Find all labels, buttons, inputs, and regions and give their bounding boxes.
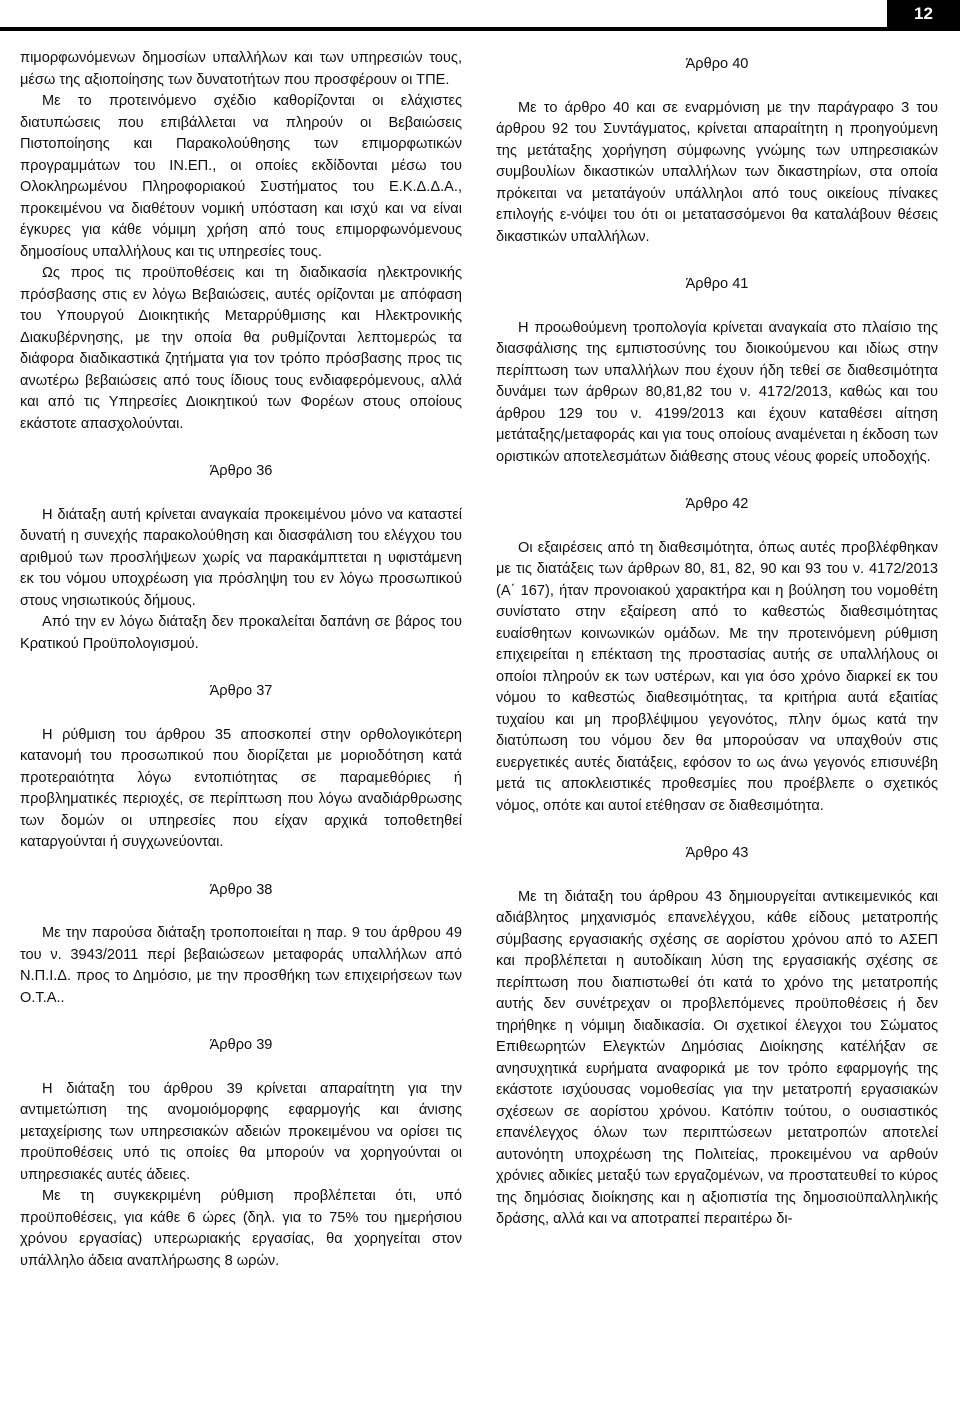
paragraph: Με τη συγκεκριμένη ρύθμιση προβλέπεται ότι, υπό προϋποθέσεις, για κάθε 6 ώρες (δηλ. για το 75% του ημερήσιου χρόνου εργασίας) υπερωριακής εργασίας, θα χορηγείται στον υπάλληλο άδεια αναπλήρωσης 8 ωρών. [20,1188,462,1269]
article-heading: Άρθρο 41 [685,276,749,292]
paragraph: Ως προς τις προϋποθέσεις και τη διαδικασία ηλεκτρονικής πρόσβασης στις εν λόγω Βεβαιώσεις, αυτές ορίζονται με απόφαση του Υπουργού Διοικητικής Μεταρρύθμισης και Ηλεκτρονικής Διακυβέρνησης, με την οποία θα ρυθμίζονται λεπτομερώς τα διάφορα διαδικαστικά ζητήματα για τον τρόπο πρόσβασης προς τις ανωτέρω βεβαιώσεις από τους ίδιους τους ενδιαφερόμενους, αλλά και από τις Υπηρεσίες Διοικητικού των Φορέων στους οποίους εκάστοτε απασχολούνται. [20,265,462,432]
right-column [496,48,938,1231]
paragraph: Η διάταξη του άρθρου 39 κρίνεται απαραίτητη για την αντιμετώπιση της ανομοιόμορφης εφαρμογής και άνισης μεταχείρισης των υπηρεσιακών αδειών προκειμένου να ορίσει τις προϋποθέσεις υπό τις οποίες θα μπορούν να χορηγούνται οι υπηρεσιακές αυτές άδειες. [20,1080,462,1183]
article-heading: Άρθρο 38 [209,881,273,898]
paragraph: Η ρύθμιση του άρθρου 35 αποσκοπεί στην ορθολογικότερη κατανομή του προσωπικού που διορίζεται με μοριοδότηση κατά προτεραιότητα λόγω εντοπιότητας σε παραμεθόριες ή προβληματικές περιοχές, σε περίπτωση που λόγω αναδιάρθρωσης των δομών οι υπηρεσίες που είχαν αρχικά τοποθετηθεί καταργούνται ή συγχωνεύονται. [20,726,462,850]
paragraph: Με το προτεινόμενο σχέδιο καθορίζονται οι ελάχιστες διατυπώσεις που επιβάλλεται να πληρούν οι Βεβαιώσεις Πιστοποίησης και Παρακολούθησης των επιμορφωτικών προγραμμάτων του ΙΝ.ΕΠ., οι οποίες εκδίδονται μέσω του Ολοκληρωμένου Πληροφοριακού Συστήματος του Ε.Κ.Δ.Δ.Α., προκειμένου να διαθέτουν νομική υπόσταση και ισχύ και να είναι έγκυρες για κάθε νόμιμη χρήση από τους επιμορφωνόμενους δημοσίους υπαλλήλους και τις υπηρεσίες τους. [20,93,462,260]
article-heading: Άρθρο 43 [685,845,749,861]
article-heading: Άρθρο 36 [209,463,273,479]
header-rule [0,27,960,31]
paragraph: Οι εξαιρέσεις από τη διαθεσιμότητα, όπως αυτές προβλέφθηκαν με τις διατάξεις των άρθρων 80, 81, 82, 90 και 93 του ν. 4172/2013 (Α΄ 167), ήταν προνοιακού χαρακτήρα και η βούληση του νομοθέτη συνίστατο στην εξαίρεση από το καθεστώς διαθεσιμότητας ευαίσθητων κοινωνικών ομάδων. Με την προτεινόμενη ρύθμιση επιχειρείται η επέκταση της προστασίας αυτής σε υπαλλήλους οι οποίοι πληρούν εκ των υστέρων, και για όσο χρόνο διαρκεί εκ του νόμου το καθεστώς διαθεσιμότητας, τα κριτήρια αυτά εξαιτίας τυχαίου και μη προβλέψιμου γεγονότος, πλην όμως κατά την διατύπωση του νόμου δεν θα μπορούσαν να υπαχθούν στις ευεργετικές αυτές διατάξεις, εφόσον το ως άνω γεγονός επισυνέβη μετά τις αποκλειστικές προθεσμίες που προέβλεπε ο σχετικός νόμος, οπότε και αυτοί ετέθησαν σε διαθεσιμότητα. [496,539,938,814]
paragraph: Με την παρούσα διάταξη τροποποιείται η παρ. 9 του άρθρου 49 του ν. 3943/2011 περί βεβαιώσεων μεταφοράς υπαλλήλων από Ν.Π.Ι.Δ. προς το Δημόσιο, με την προσθήκη των επιχειρήσεων των Ο.Τ.Α.. [20,925,462,1006]
article-heading: Άρθρο 40 [685,56,749,72]
article-heading: Άρθρο 39 [209,1037,273,1053]
article-heading: Άρθρο 37 [209,683,273,699]
paragraph: Η διάταξη αυτή κρίνεται αναγκαία προκειμένου μόνο να καταστεί δυνατή η συνεχής παρακολούθηση και διασφάλιση του ελέγχου του αριθμού των προσλήψεων χωρίς να παρακάμπτεται η υφιστάμενη εκ του νόμου υποχρέωση για πρόσληψη του εν λόγω προσωπικού στους νησιωτικούς δήμους. [20,506,462,609]
left-column [20,48,462,1272]
paragraph: Με το άρθρο 40 και σε εναρμόνιση με την παράγραφο 3 του άρθρου 92 του Συντάγματος, κρίνεται απαραίτητη η προηγούμενη της μετάταξης χορήγηση σύμφωνης γνώμης των υπηρεσιακών συμβουλίων δικαστικών υπαλλήλων των δικαστηρίων, στα οποία πρόκειται να μετατάγούν υπάλληλοι από τους οικείους πίνακες επιλογής ε-νόψει του ότι οι μετατασσόμενοι θα καταλάβουν θέσεις δικαστικών υπαλλήλων. [496,99,938,245]
article-heading: Άρθρο 42 [685,496,749,512]
paragraph: Με τη διάταξη του άρθρου 43 δημιουργείται αντικειμενικός και αδιάβλητος μηχανισμός επανελέγχου, κάθε είδους μετατροπής σύμβασης εργασιακής σχέσης σε αορίστου χρόνου από το ΑΣΕΠ και προβλέπεται η αυτοδίκαιη λύση της εργασιακής σχέσης σε περίπτωση που διαπιστωθεί ότι κατά το χρόνο της μετατροπής αυτής δεν συνέτρεχαν οι προβλεπόμενες προϋποθέσεις ή δεν τηρήθηκε η νόμιμη διαδικασία. Οι σχετικοί έλεγχοι του Σώματος Επιθεωρητών Ελεγκτών Δημόσιας Διοίκησης κατέλήξαν σε ανησυχητικά ευρήματα αναφορικά με τον τρόπο εφαρμογής της εκάστοτε ισχύουσας νομοθεσίας για την μετατροπή εργασιακών σχέσεων σε αορίστου χρόνου. Κατόπιν τούτου, ο ουσιαστικός επανέλεγχος όλων των περιπτώσεων μετατροπών αποτελεί αυτονόητη υποχρέωση της Πολιτείας, προκειμένου να αρθούν χρόνιες αδικίες μεταξύ των εργαζομένων, να προστατευθεί το κύρος της δημόσιας διοίκησης και η αξιοπιστία της δημοσιοϋπαλληλικής δράσης, αλλά και να αποτραπεί περαιτέρω δι- [496,888,938,1227]
paragraph: πιμορφωνόμενων δημοσίων υπαλλήλων και των υπηρεσιών τους, μέσω της αξιοποίησης των δυνατοτήτων που προσφέρουν οι ΤΠΕ. [20,50,462,88]
paragraph: Η προωθούμενη τροπολογία κρίνεται αναγκαία στο πλαίσιο της διασφάλισης της εμπιστοσύνης του διοικούμενου και ιδίως στην περίπτωση των υπαλλήλων που έχουν ήδη τεθεί σε διαθεσιμότητα δυνάμει των άρθρων 80,81,82 του ν. 4172/2013, καθώς και του άρθρου 129 του ν. 4199/2013 και έχουν καταθέσει αίτηση μετάταξης/μεταφοράς και για τους οποίους αναμένεται η έκδοση των οριστικών αποτελεσμάτων διάθεσης στους νέους φορείς υποδοχής. [496,319,938,465]
page-number: 12 [887,0,960,27]
paragraph: Από την εν λόγω διάταξη δεν προκαλείται δαπάνη σε βάρος του Κρατικού Προϋπολογισμού. [20,614,462,652]
